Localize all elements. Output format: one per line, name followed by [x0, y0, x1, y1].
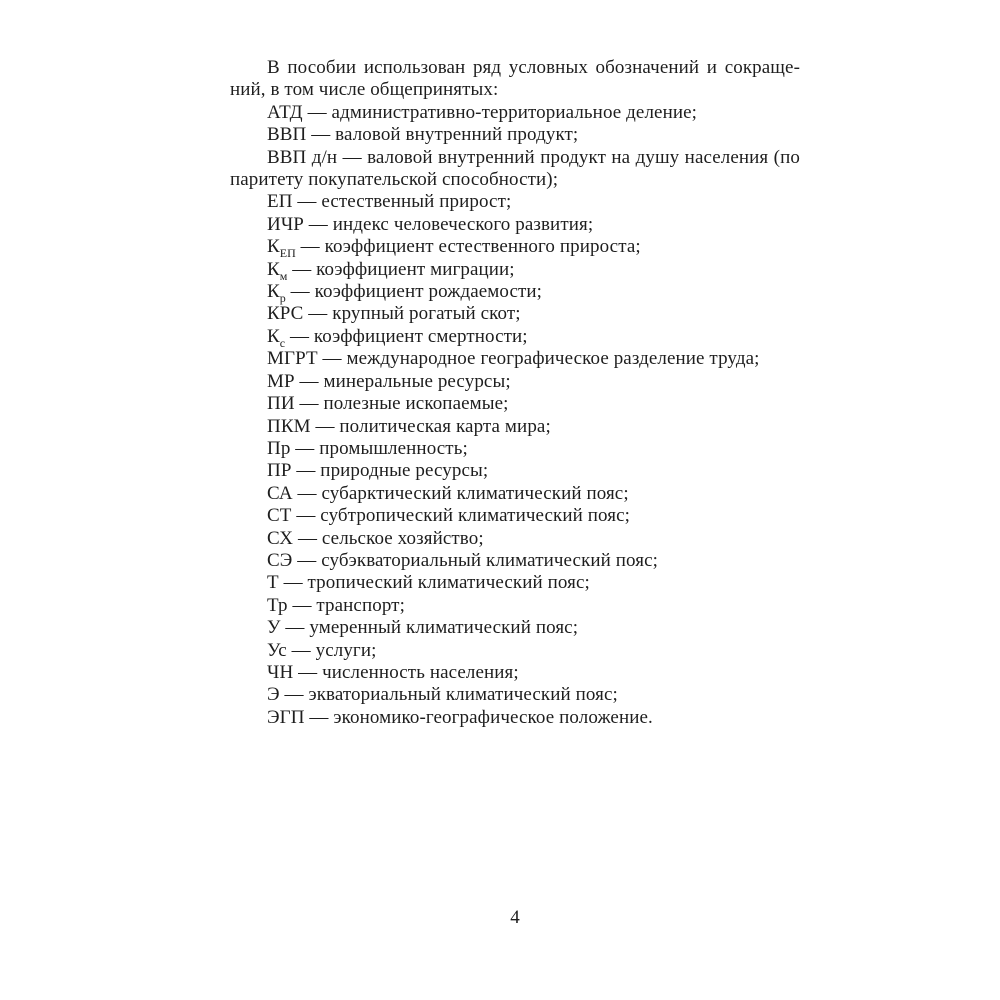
abbreviation-entry: Тр — транспорт; — [267, 594, 405, 616]
abbreviation-entry: Ус — услуги; — [267, 639, 377, 661]
intro-paragraph — [230, 57, 800, 102]
abbreviation-subscript: м — [279, 268, 288, 283]
abbreviation-term: ЭГП — [267, 706, 305, 728]
abbreviation-entry: СХ — сельское хозяйство; — [267, 527, 484, 549]
abbreviation-term: МГРТ — [267, 348, 318, 370]
abbreviation-term: СХ — [267, 527, 294, 549]
abbreviation-entry: ЧН — численность населения; — [267, 661, 519, 683]
abbreviation-entry: $К_с$ — коэффициент смертности; — [267, 325, 528, 350]
abbreviation-term: $К_с$ — [267, 325, 286, 350]
abbreviation-term: АТД — [267, 101, 303, 123]
abbreviation-term: ПКМ — [267, 415, 311, 437]
abbreviation-term: ВВП д/н — [267, 146, 338, 168]
abbreviation-term: ЧН — [267, 661, 294, 683]
abbreviation-entry: Э — экваториальный климатический пояс; — [267, 684, 618, 706]
abbreviation-term: У — [267, 617, 281, 639]
page-number: 4 — [510, 907, 520, 928]
abbreviation-term: ЕП — [267, 191, 293, 213]
abbreviation-term: ВВП — [267, 124, 307, 146]
abbreviation-entry: ВВП — валовой внутренний продукт; — [267, 124, 579, 146]
abbreviations-section — [230, 57, 800, 729]
abbreviation-entry: Пр — промышленность; — [267, 437, 468, 459]
abbreviation-term: СЭ — [267, 549, 293, 571]
abbreviation-entry: СЭ — субэкваториальный климатический пояс; — [267, 549, 659, 571]
abbreviation-entry: ЭГП — экономико-географическое положение. — [267, 706, 653, 728]
abbreviation-entry: МГРТ — международное географическое разделение труда; — [267, 348, 760, 370]
abbreviation-entry: СТ — субтропический климатический пояс; — [267, 505, 631, 527]
abbreviation-entry: $К_{ЕП}$ — коэффициент естественного прироста; — [267, 236, 641, 261]
abbreviation-term: Ус — [267, 639, 287, 661]
abbreviation-subscript: ЕП — [279, 246, 296, 261]
abbreviation-entry: СА — субарктический климатический пояс; — [267, 482, 629, 504]
intro-line-2: ний, в том числе общепринятых: — [230, 79, 499, 101]
abbreviation-entry: ВВП д/н — валовой внутренний продукт на душу населения (по паритету покупательской способности); — [230, 146, 800, 191]
abbreviation-term: СТ — [267, 505, 292, 527]
abbreviation-entry: $К_м$ — коэффициент миграции; — [267, 258, 515, 283]
abbreviation-entry: ЕП — естественный прирост; — [267, 191, 512, 213]
abbreviation-term: КРС — [267, 303, 304, 325]
abbreviation-term: Пр — [267, 437, 291, 459]
abbreviation-entry: МР — минеральные ресурсы; — [267, 370, 511, 392]
intro-line-1: В пособии использован ряд условных обозначений и сокраще- — [267, 57, 800, 78]
abbreviation-entry: ПКМ — политическая карта мира; — [267, 415, 551, 437]
abbreviation-term: СА — [267, 482, 293, 504]
abbreviation-term: ПР — [267, 460, 292, 482]
abbreviation-term: Тр — [267, 594, 288, 616]
abbreviation-term: Т — [267, 572, 279, 594]
abbreviation-list — [230, 102, 800, 729]
abbreviation-entry: ИЧР — индекс человеческого развития; — [267, 213, 594, 235]
abbreviation-entry: ПИ — полезные ископаемые; — [267, 393, 509, 415]
abbreviation-subscript: с — [279, 335, 286, 350]
abbreviation-term: $К_р$ — [267, 281, 286, 306]
abbreviation-entry: $К_р$ — коэффициент рождаемости; — [267, 281, 543, 306]
abbreviation-entry: АТД — административно-территориальное деление; — [267, 101, 698, 123]
abbreviation-term: $К_{ЕП}$ — [267, 236, 296, 261]
abbreviation-entry: КРС — крупный рогатый скот; — [267, 303, 521, 325]
abbreviation-term: ПИ — [267, 393, 295, 415]
abbreviation-term: Э — [267, 684, 280, 706]
abbreviation-term: МР — [267, 370, 295, 392]
abbreviation-entry: Т — тропический климатический пояс; — [267, 572, 590, 594]
abbreviation-entry: ПР — природные ресурсы; — [267, 460, 489, 482]
abbreviation-entry: У — умеренный климатический пояс; — [267, 617, 579, 639]
abbreviation-subscript: р — [279, 291, 286, 306]
abbreviation-term: $К_м$ — [267, 258, 288, 283]
abbreviation-term: ИЧР — [267, 213, 304, 235]
